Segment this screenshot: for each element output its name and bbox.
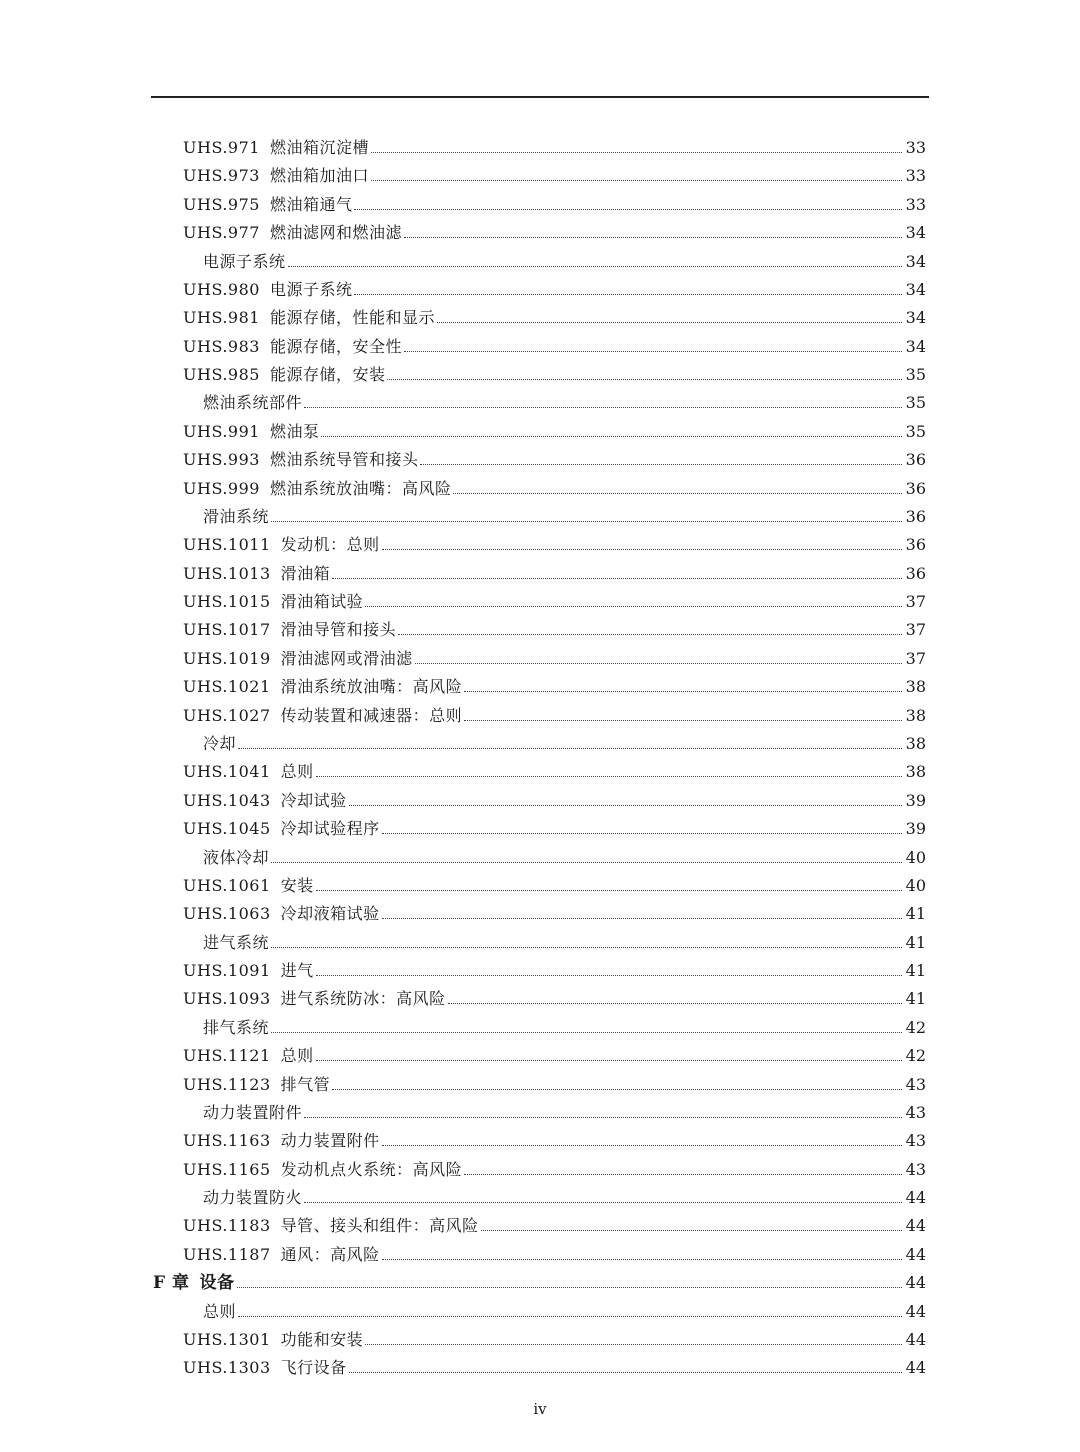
dot-leader: [304, 407, 902, 408]
toc-entry-page: 34: [905, 251, 926, 271]
toc-entry-code: UHS.983: [183, 336, 260, 356]
toc-entry-text: [183, 1132, 380, 1150]
dot-leader: [349, 1372, 902, 1373]
dot-leader: [382, 833, 902, 834]
toc-entry-page: 44: [905, 1329, 926, 1349]
toc-entry-page: 37: [905, 648, 926, 668]
toc-entry[interactable]: [0, 526, 1080, 554]
toc-entry[interactable]: [0, 1066, 1080, 1094]
toc-entry-title: 滑油滤网或滑油滤: [280, 648, 413, 668]
toc-entry-title: 燃油箱沉淀槽: [269, 138, 369, 157]
dot-leader: [382, 1259, 902, 1260]
toc-entry[interactable]: [0, 668, 1080, 696]
toc-entry[interactable]: [0, 1151, 1080, 1179]
header-rule: [151, 96, 929, 98]
toc-entry-page: 34: [905, 279, 926, 299]
dot-leader: [316, 1060, 902, 1061]
toc-entry-page: 44: [905, 1244, 926, 1264]
toc-entry-code: UHS.1301: [183, 1329, 271, 1349]
toc-entry-text: [183, 1359, 347, 1377]
toc-entry-page: 42: [905, 1046, 926, 1066]
toc-entry-title: 总则: [280, 762, 314, 782]
toc-entry[interactable]: [0, 697, 1080, 725]
toc-entry-code: UHS.1123: [183, 1074, 271, 1094]
toc-entry-page: 41: [905, 989, 926, 1009]
toc-entry-text: [183, 678, 462, 696]
toc-entry[interactable]: [0, 895, 1080, 923]
toc-entry-text: [183, 366, 385, 384]
toc-entry-text: [183, 480, 451, 498]
toc-entry-title: 能源存储，安全性: [269, 336, 402, 356]
toc-entry-text: [183, 1076, 330, 1094]
dot-leader: [288, 266, 902, 267]
toc-entry[interactable]: [0, 1349, 1080, 1377]
toc-entry-code: UHS.1183: [183, 1216, 271, 1236]
dot-leader: [404, 237, 902, 238]
toc-entry-title: 动力装置附件: [203, 1102, 303, 1122]
toc-entry-code: UHS.1163: [183, 1131, 271, 1151]
toc-entry-page: 44: [905, 1273, 926, 1293]
toc-entry-title: 冷却试验: [280, 790, 347, 810]
toc-entry-text: [203, 1189, 302, 1207]
toc-entry[interactable]: [0, 299, 1080, 327]
toc-entry-page: 41: [905, 932, 926, 952]
toc-entry-page: 34: [905, 308, 926, 328]
toc-entry-page: 36: [905, 563, 926, 583]
toc-entry-code: UHS.1011: [183, 535, 271, 555]
toc-entry-page: 44: [905, 1301, 926, 1321]
toc-entry-page: 39: [905, 819, 926, 839]
toc-entry-code: UHS.1121: [183, 1046, 271, 1066]
toc-entry-text: [203, 394, 302, 412]
toc-entry-title: 排气管: [280, 1074, 331, 1094]
toc-entry[interactable]: [0, 782, 1080, 810]
toc-entry-text: [183, 536, 380, 554]
toc-entry[interactable]: [0, 1321, 1080, 1349]
toc-entry-text: [183, 1246, 380, 1264]
toc-entry-text: [183, 593, 363, 611]
dot-leader: [316, 776, 902, 777]
toc-entry-code: UHS.1021: [183, 677, 271, 697]
dot-leader: [464, 691, 902, 692]
dot-leader: [237, 1287, 903, 1288]
dot-leader: [481, 1230, 902, 1231]
toc-entry-text: [183, 281, 352, 299]
toc-entry[interactable]: [0, 839, 1080, 867]
toc-entry-page: 43: [905, 1102, 926, 1122]
toc-entry[interactable]: [0, 470, 1080, 498]
toc-entry[interactable]: [0, 611, 1080, 639]
toc-entry-text: [183, 1331, 363, 1349]
toc-entry-code: UHS.980: [183, 279, 260, 299]
toc-entry-title: 电源子系统: [269, 279, 353, 299]
toc-entry-page: 43: [905, 1131, 926, 1151]
dot-leader: [316, 890, 902, 891]
toc-entry-text: [183, 451, 418, 469]
toc-entry-code: UHS.1187: [183, 1244, 271, 1264]
toc-entry-code: UHS.1061: [183, 875, 271, 895]
toc-entry-text: [183, 1217, 479, 1235]
dot-leader: [448, 1003, 902, 1004]
toc-entry-title: 冷却液箱试验: [280, 904, 380, 924]
toc-entry-page: 39: [905, 790, 926, 810]
toc-entry-text: [183, 565, 330, 583]
toc-entry-text: [183, 962, 314, 980]
toc-entry-page: 34: [905, 336, 926, 356]
toc-entry-text: [183, 905, 380, 923]
dot-leader: [304, 1117, 902, 1118]
dot-leader: [464, 1174, 902, 1175]
toc-entry-text: [183, 338, 402, 356]
toc-entry[interactable]: [0, 157, 1080, 185]
toc-entry[interactable]: [0, 867, 1080, 895]
toc-entry-title: 发动机：总则: [280, 535, 380, 555]
toc-entry-page: 38: [905, 733, 926, 753]
dot-leader: [382, 549, 902, 550]
toc-entry[interactable]: [0, 583, 1080, 611]
toc-entry-page: 38: [905, 762, 926, 782]
dot-leader: [437, 322, 902, 323]
dot-leader: [349, 805, 902, 806]
toc-entry-text: [183, 1161, 462, 1179]
dot-leader: [238, 748, 902, 749]
toc-entry-code: UHS.971: [183, 138, 260, 157]
toc-entry-page: 33: [905, 194, 926, 214]
toc-entry-text: [183, 423, 319, 441]
toc-entry-page: 36: [905, 535, 926, 555]
toc-entry-title: 滑油系统: [203, 506, 270, 526]
toc-entry-page: 33: [905, 166, 926, 186]
dot-leader: [464, 720, 902, 721]
dot-leader: [271, 862, 902, 863]
toc-entry-code: UHS.1091: [183, 961, 271, 981]
toc-entry-text: [203, 735, 236, 753]
toc-entry-page: 37: [905, 592, 926, 612]
toc-entry[interactable]: [0, 271, 1080, 299]
toc-entry-title: 冷却: [203, 733, 237, 753]
toc-entry-page: 44: [905, 1358, 926, 1378]
toc-entry[interactable]: [0, 810, 1080, 838]
toc-entry[interactable]: [0, 356, 1080, 384]
toc-entry-page: 35: [905, 393, 926, 413]
toc-entry[interactable]: [0, 243, 1080, 271]
toc-entry-title: 燃油系统导管和接头: [269, 450, 419, 470]
dot-leader: [453, 493, 902, 494]
toc-entry-page: 40: [905, 847, 926, 867]
toc-entry-text: [203, 849, 269, 867]
toc-entry-title: 滑油箱试验: [280, 592, 364, 612]
toc-entry-title: 燃油系统部件: [203, 393, 303, 413]
toc-entry[interactable]: [0, 186, 1080, 214]
toc-entry-title: 燃油泵: [269, 421, 320, 441]
toc-entry-title: 排气系统: [203, 1017, 270, 1037]
toc-entry-text: [203, 508, 269, 526]
toc-entry-title: 动力装置防火: [203, 1188, 303, 1208]
toc-entry-title: 能源存储，安装: [269, 365, 386, 385]
toc-entry[interactable]: [0, 980, 1080, 1008]
toc-entry-title: 动力装置附件: [280, 1131, 380, 1151]
toc-entry-title: 设备: [199, 1273, 235, 1294]
page-number: iv: [533, 1400, 547, 1418]
toc-entry-text: [153, 1274, 235, 1292]
toc-entry-page: 41: [905, 961, 926, 981]
toc-entry-page: 36: [905, 478, 926, 498]
toc-entry-title: 发动机点火系统：高风险: [280, 1159, 463, 1179]
dot-leader: [415, 663, 902, 664]
toc-entry-title: 通风：高风险: [280, 1244, 380, 1264]
toc-entry-title: 燃油箱加油口: [269, 166, 369, 186]
toc-entry-page: 35: [905, 365, 926, 385]
toc-entry-title: 传动装置和减速器：总则: [280, 705, 463, 725]
toc-entry-text: [203, 1104, 302, 1122]
toc-entry-page: 38: [905, 677, 926, 697]
toc-entry-page: 44: [905, 1216, 926, 1236]
toc-entry-text: [183, 763, 314, 781]
toc-entry-page: 36: [905, 450, 926, 470]
dot-leader: [271, 947, 902, 948]
toc-entry-page: 33: [905, 138, 926, 157]
toc-entry-page: 43: [905, 1159, 926, 1179]
toc-entry-page: 40: [905, 875, 926, 895]
dot-leader: [354, 209, 902, 210]
toc-entry-code: UHS.1045: [183, 819, 271, 839]
dot-leader: [420, 464, 902, 465]
toc-entry[interactable]: [0, 214, 1080, 242]
toc-entry-page: 43: [905, 1074, 926, 1094]
dot-leader: [238, 1316, 902, 1317]
toc-entry[interactable]: [0, 1037, 1080, 1065]
toc-entry-code: UHS.973: [183, 166, 260, 186]
toc-entry-title: 进气: [280, 961, 314, 981]
toc-entry-code: UHS.1027: [183, 705, 271, 725]
toc-entry-page: 42: [905, 1017, 926, 1037]
toc-entry[interactable]: [0, 924, 1080, 952]
toc-entry-title: 滑油箱: [280, 563, 331, 583]
toc-entry-title: 能源存储，性能和显示: [269, 308, 435, 328]
toc-entry-text: [183, 792, 347, 810]
toc-entry[interactable]: [0, 753, 1080, 781]
toc-entry-text: [183, 990, 446, 1008]
toc-entry[interactable]: [0, 129, 1080, 157]
toc-entry[interactable]: [0, 555, 1080, 583]
toc-entry[interactable]: [0, 1094, 1080, 1122]
toc-entry-title: 燃油滤网和燃油滤: [269, 223, 402, 243]
toc-entry-text: [183, 621, 396, 639]
toc-entry[interactable]: [0, 1009, 1080, 1037]
toc-entry[interactable]: [0, 1236, 1080, 1264]
toc-entry-title: 滑油导管和接头: [280, 620, 397, 640]
toc-entry[interactable]: [0, 1179, 1080, 1207]
toc-entry-code: UHS.1043: [183, 790, 271, 810]
toc-entry-page: 38: [905, 705, 926, 725]
toc-entry[interactable]: [0, 725, 1080, 753]
toc-entry-page: 37: [905, 620, 926, 640]
toc-entry-code: UHS.1013: [183, 563, 271, 583]
toc-entry[interactable]: [0, 1293, 1080, 1321]
toc-entry-code: UHS.1063: [183, 904, 271, 924]
toc-entry-text: [203, 934, 269, 952]
toc-entry-page: 35: [905, 421, 926, 441]
toc-entry-code: F 章: [153, 1273, 190, 1294]
toc-entry-text: [183, 1047, 314, 1065]
dot-leader: [382, 918, 902, 919]
dot-leader: [332, 578, 902, 579]
toc-entry-text: [183, 707, 462, 725]
toc-entry-text: [203, 1019, 269, 1037]
toc-entry[interactable]: [0, 498, 1080, 526]
toc-entry-title: 燃油系统放油嘴：高风险: [269, 478, 452, 498]
toc-entry[interactable]: [0, 1264, 1080, 1292]
toc-entry-text: [183, 139, 369, 157]
toc-entry-page: 34: [905, 223, 926, 243]
toc-entry-page: 44: [905, 1188, 926, 1208]
toc-entry-code: UHS.991: [183, 421, 260, 441]
dot-leader: [382, 1145, 902, 1146]
toc-entry-title: 燃油箱通气: [269, 194, 353, 214]
dot-leader: [271, 521, 902, 522]
toc-entry-code: UHS.1041: [183, 762, 271, 782]
dot-leader: [271, 1032, 902, 1033]
dot-leader: [365, 606, 902, 607]
dot-leader: [365, 1344, 902, 1345]
toc-entry-code: UHS.975: [183, 194, 260, 214]
toc-entry[interactable]: [0, 328, 1080, 356]
dot-leader: [304, 1202, 902, 1203]
toc-entry-code: UHS.985: [183, 365, 260, 385]
toc-entry[interactable]: [0, 640, 1080, 668]
toc-entry-title: 液体冷却: [203, 847, 270, 867]
toc-entry-title: 进气系统防冰：高风险: [280, 989, 446, 1009]
dot-leader: [398, 634, 902, 635]
dot-leader: [354, 294, 902, 295]
toc-entry-code: UHS.1017: [183, 620, 271, 640]
dot-leader: [371, 180, 902, 181]
dot-leader: [321, 436, 902, 437]
dot-leader: [387, 379, 902, 380]
toc-entry[interactable]: [0, 413, 1080, 441]
toc-entry[interactable]: [0, 952, 1080, 980]
toc-entry-text: [183, 309, 435, 327]
toc-entry-code: UHS.1165: [183, 1159, 271, 1179]
toc-entry-code: UHS.981: [183, 308, 260, 328]
toc-entry-title: 总则: [280, 1046, 314, 1066]
toc-entry-text: [183, 650, 413, 668]
toc-entry-text: [183, 167, 369, 185]
toc-entry-code: UHS.1015: [183, 592, 271, 612]
toc-entry-page: 36: [905, 506, 926, 526]
toc-entry-text: [183, 877, 314, 895]
dot-leader: [404, 351, 902, 352]
toc-entry-page: 41: [905, 904, 926, 924]
toc-entry-title: 滑油系统放油嘴：高风险: [280, 677, 463, 697]
toc-entry-title: 电源子系统: [203, 251, 286, 271]
toc-entry-title: 进气系统: [203, 932, 270, 952]
toc-entry-code: UHS.999: [183, 478, 260, 498]
toc-entry-title: 导管、接头和组件：高风险: [280, 1216, 479, 1236]
dot-leader: [371, 152, 902, 153]
toc-entry[interactable]: [0, 1207, 1080, 1235]
toc-entry-text: [183, 820, 380, 838]
toc-entry-title: 冷却试验程序: [280, 819, 380, 839]
toc-entry-code: UHS.993: [183, 450, 260, 470]
toc-entry-code: UHS.977: [183, 223, 260, 243]
toc-entry-code: UHS.1019: [183, 648, 271, 668]
toc-entry[interactable]: [0, 441, 1080, 469]
dot-leader: [332, 1089, 902, 1090]
toc-entry-title: 飞行设备: [280, 1358, 347, 1378]
toc-entry-text: [183, 224, 402, 242]
toc-entry[interactable]: [0, 1122, 1080, 1150]
toc-entry-text: [203, 253, 286, 271]
toc-entry-code: UHS.1093: [183, 989, 271, 1009]
toc-entry-title: 功能和安装: [280, 1329, 364, 1349]
toc-entry-text: [183, 196, 352, 214]
dot-leader: [316, 975, 902, 976]
toc-entry-code: UHS.1303: [183, 1358, 271, 1378]
toc-entry[interactable]: [0, 384, 1080, 412]
toc-entry-title: 安装: [280, 875, 314, 895]
toc-entry-text: [203, 1303, 236, 1321]
toc-entry-title: 总则: [203, 1301, 237, 1321]
